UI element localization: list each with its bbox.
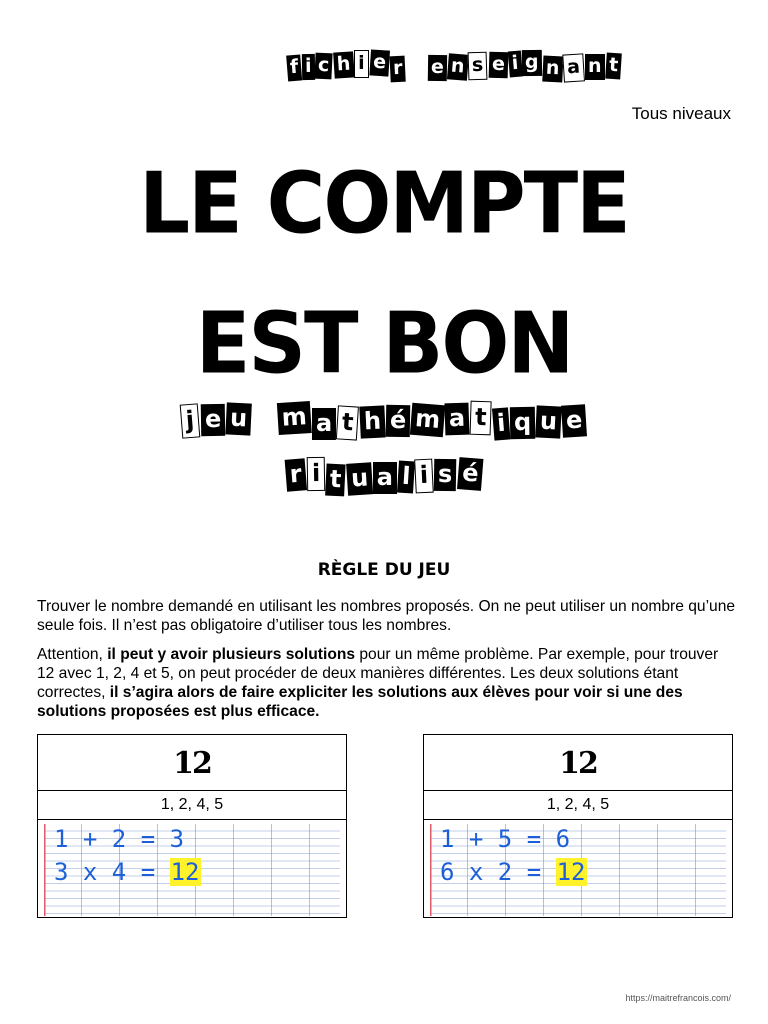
ransom-letter: i (354, 50, 369, 78)
page-title (0, 134, 768, 414)
rules-paragraph-1: Trouver le nombre demandé en utilisant les nombres proposés. On ne peut utiliser un nombre qu’une seule fois. Il n’est pas obligatoire d’utiliser tous les nombres. (37, 598, 736, 634)
ransom-letter: m (277, 401, 312, 435)
ransom-letter: a (445, 403, 470, 436)
ransom-letter: e (488, 52, 508, 79)
ransom-letter: u (535, 405, 562, 438)
solution-step-2-expression: 6 x 2 = (440, 858, 556, 886)
ransom-letter: u (225, 402, 252, 435)
rules-p2-emphasis: il s’agira alors de faire expliciter les solutions aux élèves pour voir si une des solutions proposées est plus efficace. (37, 684, 683, 720)
ransom-letter: s (434, 459, 457, 491)
ransom-letter: e (369, 49, 389, 76)
ransom-letter: t (325, 464, 346, 497)
example-card (37, 734, 347, 918)
ransom-letter: m (410, 403, 445, 437)
subtitle-line-2 (0, 460, 768, 494)
ransom-letter: r (389, 56, 406, 83)
ransom-word (427, 52, 621, 80)
rules-p2-text: pour un même problème. Par exemple, pour trouver 12 avec 1, 2, 4 et 5, on peut procéder de deux manières différentes. Les deux solutions étant correctes, (37, 646, 719, 701)
example-numbers: 1, 2, 4, 5 (38, 791, 346, 820)
ransom-letter: q (510, 407, 536, 439)
ransom-letter: é (386, 405, 411, 437)
solution-result: 12 (170, 858, 200, 886)
level-label: Tous niveaux (631, 104, 731, 123)
subtitle-line-1 (0, 404, 768, 438)
ransom-letter: u (346, 462, 373, 496)
rules-heading: RÈGLE DU JEU (317, 560, 451, 580)
ransom-letter: a (562, 53, 585, 82)
ransom-letter: e (428, 55, 447, 81)
solution-step-2 (54, 857, 201, 887)
rules-p2-emphasis: il peut y avoir plusieurs solutions (107, 646, 356, 663)
ransom-letter: i (507, 51, 522, 78)
solution-step-1: 1 + 5 = 6 (440, 825, 571, 853)
footer-url: https://maitrefrancois.com/ (625, 993, 731, 1003)
ransom-letter: n (447, 53, 469, 80)
ransom-letter: g (522, 50, 542, 76)
ransom-letter: e (561, 404, 587, 437)
rules-paragraph-2 (37, 645, 737, 721)
ransom-letter: i (302, 54, 315, 80)
ransom-letter: t (605, 53, 622, 80)
lined-paper (44, 824, 340, 916)
header-label (286, 52, 621, 80)
ransom-letter: l (397, 461, 415, 494)
title-line-1: LE COMPTE (139, 154, 629, 253)
ransom-word (181, 404, 252, 438)
example-target: 12 (38, 735, 346, 791)
ransom-letter: f (286, 54, 302, 81)
title-line-2: EST BON (195, 294, 573, 393)
ransom-word (278, 404, 588, 438)
ransom-letter: n (542, 56, 563, 83)
ransom-letter: s (468, 52, 488, 81)
solution-result: 12 (556, 858, 586, 886)
example-target: 12 (424, 735, 732, 791)
solution-step-2-expression: 3 x 4 = (54, 858, 170, 886)
solution-step-1: 1 + 2 = 3 (54, 825, 185, 853)
ransom-letter: é (457, 457, 484, 491)
ransom-letter: e (200, 404, 225, 436)
ransom-word (286, 52, 405, 80)
ransom-letter: c (315, 53, 333, 80)
ransom-letter: j (180, 403, 201, 438)
ransom-letter: a (312, 408, 336, 440)
ransom-letter: i (307, 457, 326, 491)
ransom-letter: a (373, 462, 397, 494)
ransom-letter: h (359, 405, 386, 438)
ransom-letter: r (285, 458, 307, 491)
ransom-letter: n (585, 54, 605, 80)
ransom-letter: i (492, 407, 511, 440)
lined-paper (430, 824, 726, 916)
rules-p2-text: Attention, (37, 646, 108, 663)
ransom-word (286, 460, 483, 494)
ransom-letter: t (470, 401, 493, 436)
solution-step-2 (440, 857, 587, 887)
ransom-letter: i (414, 459, 434, 494)
ransom-letter: t (336, 405, 360, 440)
ransom-letter: h (333, 51, 354, 78)
example-numbers: 1, 2, 4, 5 (424, 791, 732, 820)
example-card (423, 734, 733, 918)
